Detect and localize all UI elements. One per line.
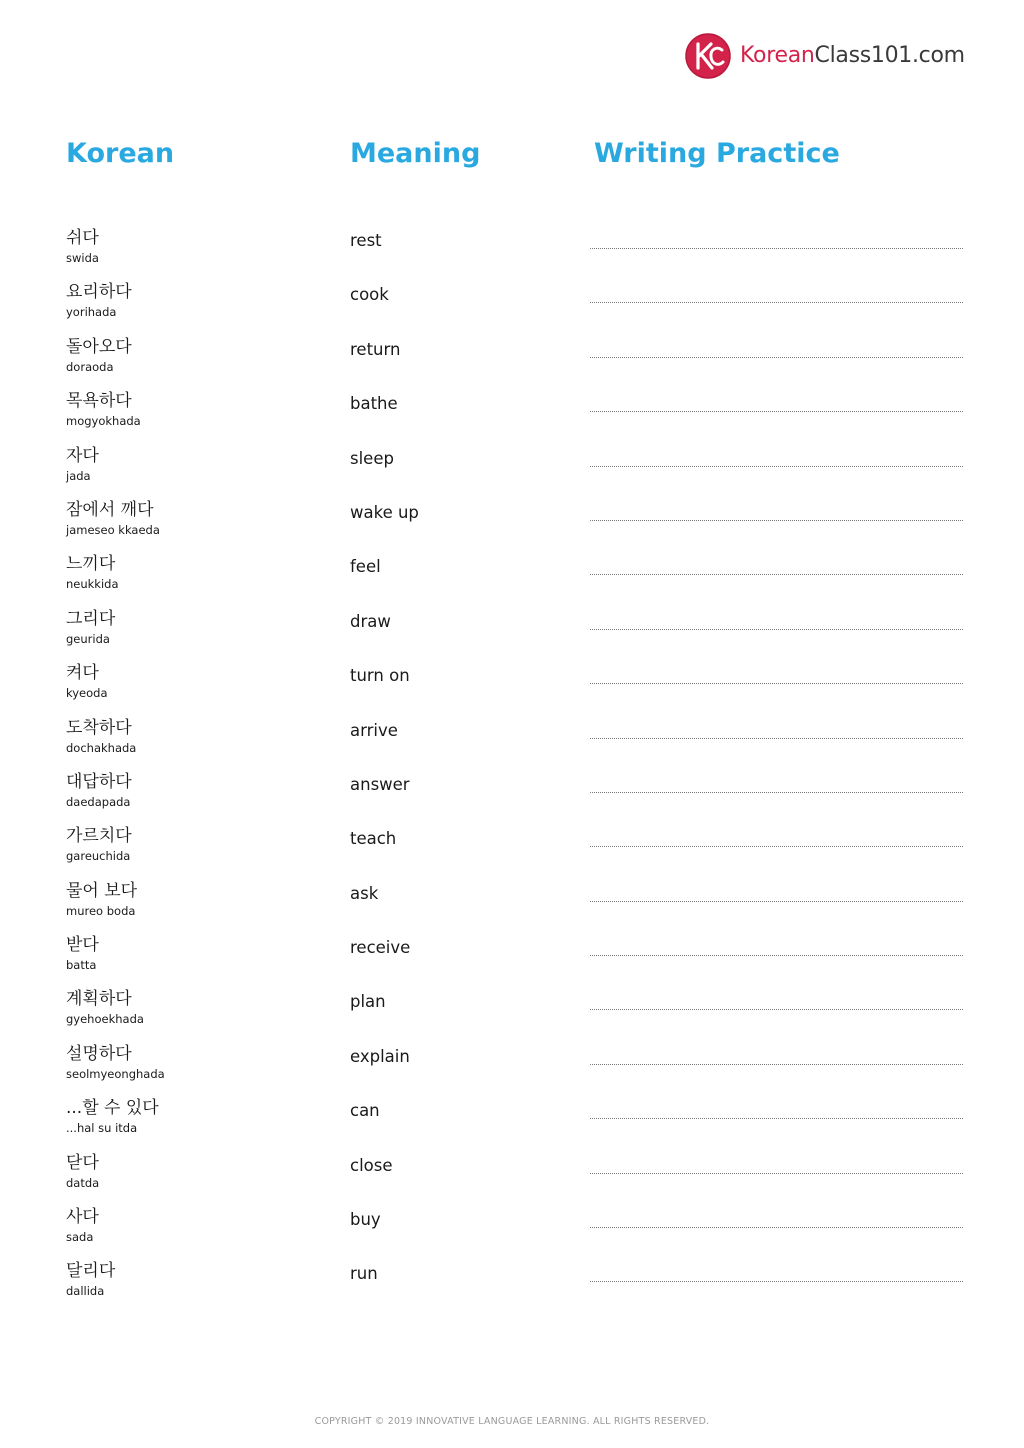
romanization: swida [66,251,99,265]
english-meaning: teach [350,829,397,849]
writing-practice-line[interactable] [590,248,963,249]
romanization: geurida [66,631,110,646]
english-meaning: bathe [350,394,398,414]
meaning-column-header: Meaning [350,138,481,169]
writing-practice-line[interactable] [590,357,963,358]
english-meaning: ask [350,883,379,903]
vocab-row [0,335,1024,389]
vocab-row [0,716,1024,770]
korean-word: 느끼다 [66,554,116,575]
brand-wordmark [740,45,965,67]
brand-wordmark-part-b: Class101.com [814,43,965,68]
writing-practice-line[interactable] [590,683,963,684]
writing-practice-column-header: Writing Practice [594,138,840,169]
romanization: dallida [66,1284,105,1299]
vocab-row [0,607,1024,661]
writing-practice-line[interactable] [590,1281,963,1282]
romanization: ...hal su itda [66,1121,138,1136]
korean-word: 설명하다 [66,1043,132,1064]
romanization: doraoda [66,359,114,374]
vocab-row [0,1205,1024,1259]
english-meaning: close [350,1155,393,1175]
vocab-row [0,552,1024,606]
koreanclass101-logo-icon [684,32,732,80]
vocab-row [0,879,1024,933]
romanization: datda [66,1175,100,1190]
vocabulary-list [0,226,1024,1314]
english-meaning: sleep [350,448,394,468]
writing-practice-line[interactable] [590,846,963,847]
korean-word: 받다 [66,935,99,956]
romanization: dochakhada [66,740,137,755]
writing-practice-line[interactable] [590,629,963,630]
korean-word: ...할 수 있다 [66,1098,159,1119]
vocab-row [0,1096,1024,1150]
vocab-row [0,1042,1024,1096]
romanization: sada [66,1230,94,1245]
english-meaning: rest [350,231,382,250]
vocab-row [0,661,1024,715]
korean-word: 잠에서 깨다 [66,499,154,520]
korean-word: 쉬다 [66,228,99,248]
writing-practice-line[interactable] [590,901,963,902]
vocab-row [0,987,1024,1041]
korean-word: 물어 보다 [66,880,138,901]
english-meaning: draw [350,611,391,631]
romanization: seolmyeonghada [66,1066,165,1081]
vocab-row [0,280,1024,334]
korean-word: 계획하다 [66,989,132,1010]
english-meaning: turn on [350,666,410,686]
english-meaning: wake up [350,502,419,522]
romanization: mureo boda [66,903,136,918]
english-meaning: return [350,339,401,359]
writing-practice-line[interactable] [590,1118,963,1119]
english-meaning: can [350,1101,380,1121]
writing-practice-line[interactable] [590,302,963,303]
korean-word: 닫다 [66,1152,99,1173]
korean-word: 목욕하다 [66,391,132,412]
writing-practice-line[interactable] [590,466,963,467]
english-meaning: receive [350,938,411,958]
korean-column-header: Korean [66,138,175,169]
english-meaning: buy [350,1210,381,1230]
vocab-row [0,1151,1024,1205]
brand-wordmark-part-a: Korean [740,43,815,68]
romanization: kyeoda [66,686,108,701]
english-meaning: arrive [350,720,398,740]
vocab-row [0,226,1024,280]
romanization: batta [66,958,97,973]
writing-practice-line[interactable] [590,520,963,521]
writing-practice-line[interactable] [590,1064,963,1065]
writing-practice-line[interactable] [590,792,963,793]
romanization: mogyokhada [66,414,141,429]
korean-word: 그리다 [66,608,116,629]
vocab-row [0,498,1024,552]
english-meaning: cook [350,285,389,305]
english-meaning: feel [350,557,381,577]
writing-practice-line[interactable] [590,574,963,575]
romanization: yorihada [66,305,117,320]
korean-word: 켜다 [66,663,99,684]
romanization: gareuchida [66,849,131,864]
vocab-row [0,824,1024,878]
english-meaning: plan [350,992,386,1012]
korean-word: 달리다 [66,1261,116,1282]
romanization: jameseo kkaeda [66,522,160,537]
writing-practice-line[interactable] [590,1009,963,1010]
english-meaning: explain [350,1046,410,1066]
writing-practice-line[interactable] [590,955,963,956]
copyright-notice: COPYRIGHT © 2019 INNOVATIVE LANGUAGE LEARNING. ALL RIGHTS RESERVED. [314,1416,710,1427]
writing-practice-line[interactable] [590,738,963,739]
writing-practice-line[interactable] [590,411,963,412]
english-meaning: answer [350,774,410,794]
korean-word: 대답하다 [66,771,132,792]
vocab-row [0,1259,1024,1313]
korean-word: 가르치다 [66,826,132,847]
vocab-row [0,770,1024,824]
romanization: neukkida [66,577,119,592]
romanization: daedapada [66,794,131,809]
vocab-row [0,933,1024,987]
vocab-row [0,389,1024,443]
romanization: jada [66,468,91,483]
writing-practice-line[interactable] [590,1227,963,1228]
korean-word: 사다 [66,1207,99,1228]
korean-word: 요리하다 [66,282,132,303]
korean-word: 돌아오다 [66,336,132,357]
writing-practice-line[interactable] [590,1173,963,1174]
vocab-row [0,444,1024,498]
english-meaning: run [350,1264,378,1284]
korean-word: 도착하다 [66,717,132,738]
korean-word: 자다 [66,445,99,466]
brand-logo [684,30,965,82]
romanization: gyehoekhada [66,1012,144,1027]
